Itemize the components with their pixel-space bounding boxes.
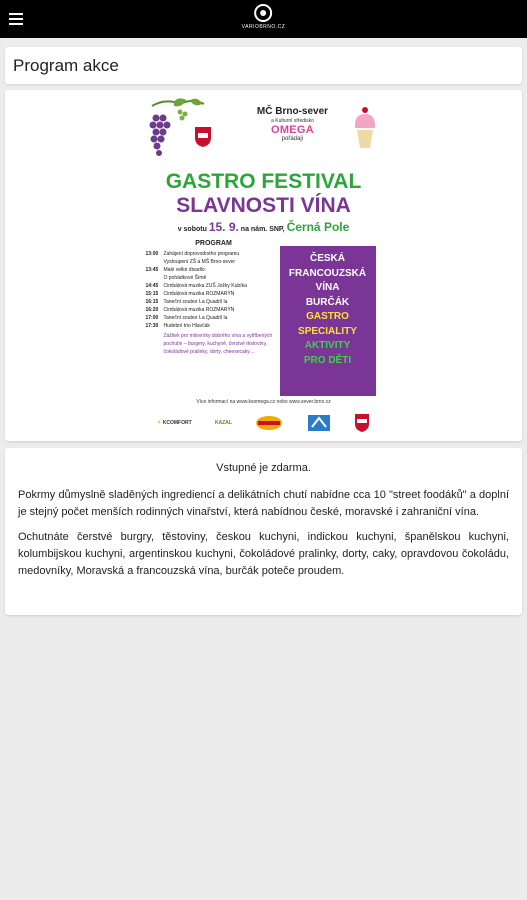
logo-icon [254, 4, 272, 22]
event-poster[interactable] [146, 94, 382, 439]
sponsor-logo-badge-icon [255, 414, 283, 432]
highlight-line: AKTIVITY [304, 340, 351, 351]
poster-card [5, 90, 522, 441]
page-title: Program akce [13, 55, 119, 75]
poster-info-line: Více informací na www.ksomega.cz nebo www.sever.brno.cz [196, 399, 331, 405]
program-note: Zážitek pro milovníky dobrého vína a vytříbených pochutin – burgery, kuchyně, čerstvé těstoviny, čokoládové pralinky, dorty, cheesecaky… [163, 333, 273, 355]
logo-text: VARIOBRNO.CZ [241, 24, 286, 30]
date-prefix: v sobotu [177, 226, 207, 233]
crest-icon [194, 126, 212, 148]
organizer-line2: a Kulturní středisko [271, 118, 314, 124]
organizer-block [238, 106, 348, 142]
description-paragraph-2: Ochutnáte čerstvé burgry, těstoviny, českou kuchyni, indickou kuchyni, španělskou kuchyni, kolumbijskou kuchyni, argentinskou kuchyni, čokoládové pralinky, dorty, caky, opravdovou čokoládu, medovníky, Moravská a francouzská vína, burčák poteče proudem. [18, 531, 509, 577]
app-header [0, 0, 527, 38]
sponsor-logo-crest-icon [354, 413, 370, 433]
poster-title-1: GASTRO FESTIVAL [165, 170, 362, 193]
program-row: 13:00 Zahájení doprovodného programu [145, 251, 240, 257]
page-title-card [5, 47, 522, 84]
event-date: 15. 9. [208, 220, 239, 234]
poster-header [146, 94, 382, 159]
highlight-line: VÍNA [315, 282, 340, 293]
program-row: 17:00 Taneční soubor La Quadril la [145, 315, 228, 321]
hamburger-icon[interactable] [9, 13, 23, 25]
organizer-line3: pořádají [281, 136, 304, 142]
highlight-line: PRO DĚTI [303, 354, 352, 366]
highlights-box [280, 246, 376, 396]
highlight-line: BURČÁK [305, 296, 350, 308]
sponsor-logo-kazal: KAZAL [214, 420, 232, 426]
highlight-line: ČESKÁ [309, 253, 345, 264]
cupcake-icon [352, 106, 378, 152]
program-row: 13:45 Malé velké divadlo: [145, 267, 207, 273]
highlight-line: SPECIALITY [298, 325, 357, 337]
sponsor-logos [146, 412, 382, 434]
description-paragraph-1: Pokrmy důmyslně sladěných ingrediencí a delikátních chutí nabídne cca 10 "street foodáků" a doplní je stejný počet menších rodinných vinařství, která nabídnou české, moravské i zahraniční vína. [18, 489, 509, 518]
date-mid: na nám. SNP, [240, 226, 285, 233]
event-description-card [5, 448, 522, 615]
organizer-brand: OMEGA [270, 124, 315, 136]
poster-title-2: SLAVNOSTI VÍNA [176, 194, 351, 217]
program-row: 15:15 Cimbálová muzika ROZMARÝN [145, 291, 235, 297]
program-header: PROGRAM [195, 240, 232, 247]
highlight-line: FRANCOUZSKÁ [288, 267, 367, 279]
event-place: Černá Pole [286, 220, 350, 234]
program-row: Vystoupení ZŠ a MŠ Brno-sever [163, 259, 236, 265]
poster-date-line [146, 220, 382, 234]
program-list [146, 240, 282, 356]
highlight-line: GASTRO [306, 311, 349, 322]
entry-info: Vstupné je zdarma. [216, 462, 311, 474]
program-row: 16:20 Cimbálová muzika ROZMARÝN [145, 307, 235, 313]
sponsor-logo-square-icon [307, 414, 331, 432]
program-row: O pohádkové Šímě [163, 275, 207, 281]
app-logo[interactable] [242, 4, 286, 30]
program-row: 17:30 Hudební trio Hlavčák [145, 323, 210, 329]
sponsor-logo-kcomfort: ✦ KCOMFORT [157, 420, 192, 426]
program-row: 16:15 Taneční soubor La Quadril la [145, 299, 228, 305]
program-row: 14:45 Cimbálová muzika ZUŠ Jožky Kubíka [145, 283, 247, 289]
organizer-line1: MČ Brno-sever [256, 106, 329, 117]
